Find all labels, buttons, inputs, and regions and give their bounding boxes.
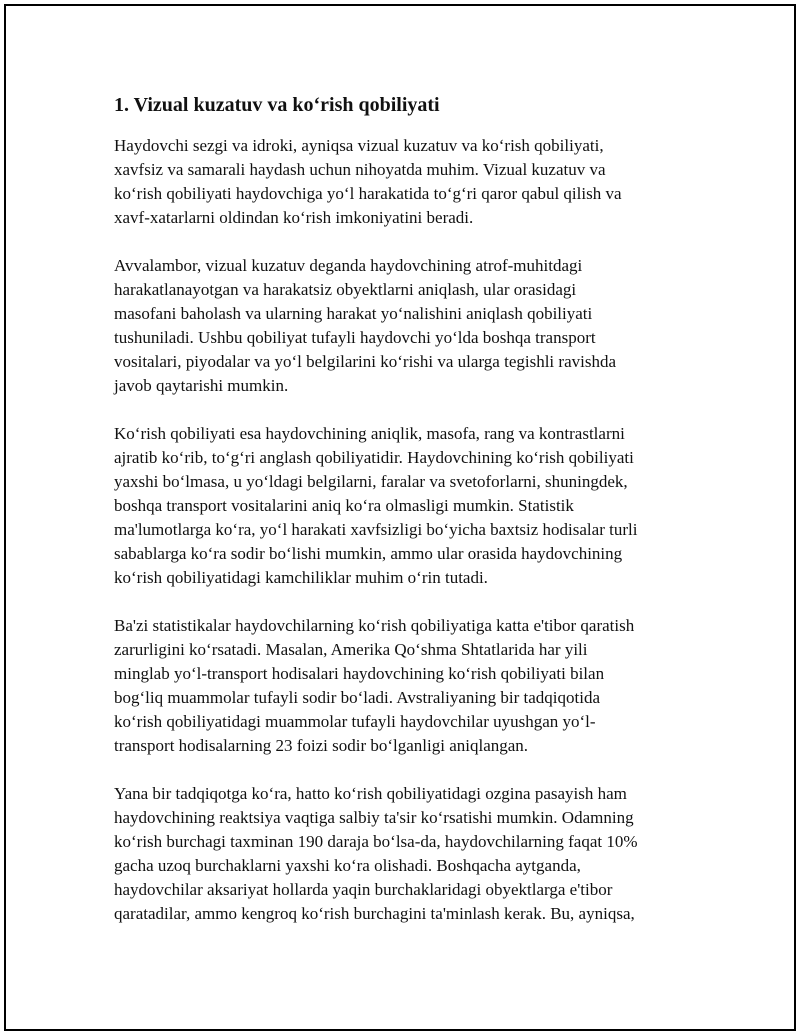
- text-line: haydovchilar aksariyat hollarda yaqin burchaklaridagi obyektlarga e'tibor: [114, 880, 613, 899]
- text-line: zarurligini ko‘rsatadi. Masalan, Amerika Qo‘shma Shtatlarida har yili: [114, 640, 588, 659]
- text-line: tushuniladi. Ushbu qobiliyat tufayli haydovchi yo‘lda boshqa transport: [114, 328, 596, 347]
- paragraph-5: [114, 782, 694, 926]
- text-line: Haydovchi sezgi va idroki, ayniqsa vizual kuzatuv va ko‘rish qobiliyati,: [114, 136, 604, 155]
- text-line: Ba'zi statistikalar haydovchilarning ko‘rish qobiliyatiga katta e'tibor qaratish: [114, 616, 635, 635]
- paragraph-3: [114, 422, 694, 590]
- text-line: vositalari, piyodalar va yo‘l belgilarini ko‘rishi va ularga tegishli ravishda: [114, 352, 616, 371]
- text-line: qaratadilar, ammo kengroq ko‘rish burchagini ta'minlash kerak. Bu, ayniqsa,: [114, 904, 635, 923]
- paragraph-1: [114, 134, 694, 230]
- text-line: ma'lumotlarga ko‘ra, yo‘l harakati xavfsizligi bo‘yicha baxtsiz hodisalar turli: [114, 520, 638, 539]
- text-line: masofani baholash va ularning harakat yo‘nalishini aniqlash qobiliyati: [114, 304, 593, 323]
- text-line: transport hodisalarning 23 foizi sodir bo‘lganligi aniqlangan.: [114, 736, 529, 755]
- text-line: xavf-xatarlarni oldindan ko‘rish imkoniyatini beradi.: [114, 208, 474, 227]
- text-line: bog‘liq muammolar tufayli sodir bo‘ladi. Avstraliyaning bir tadqiqotida: [114, 688, 600, 707]
- text-line: ko‘rish qobiliyati haydovchiga yo‘l harakatida to‘g‘ri qaror qabul qilish va: [114, 184, 622, 203]
- text-line: xavfsiz va samarali haydash uchun nihoyatda muhim. Vizual kuzatuv va: [114, 160, 606, 179]
- text-line: Yana bir tadqiqotga ko‘ra, hatto ko‘rish qobiliyatidagi ozgina pasayish ham: [114, 784, 627, 803]
- text-line: ko‘rish qobiliyatidagi muammolar tufayli haydovchilar uyushgan yo‘l-: [114, 712, 596, 731]
- text-line: yaxshi bo‘lmasa, u yo‘ldagi belgilarni, faralar va svetoforlarni, shuningdek,: [114, 472, 628, 491]
- paragraph-4: [114, 614, 694, 758]
- text-line: javob qaytarishi mumkin.: [114, 376, 289, 395]
- text-line: ajratib ko‘rib, to‘g‘ri anglash qobiliyatidir. Haydovchining ko‘rish qobiliyati: [114, 448, 634, 467]
- paragraph-2: [114, 254, 694, 398]
- text-line: ko‘rish qobiliyatidagi kamchiliklar muhim o‘rin tutadi.: [114, 568, 488, 587]
- text-line: minglab yo‘l-transport hodisalari haydovchining ko‘rish qobiliyati bilan: [114, 664, 605, 683]
- text-line: Avvalambor, vizual kuzatuv deganda haydovchining atrof-muhitdagi: [114, 256, 583, 275]
- text-line: sabablarga ko‘ra sodir bo‘lishi mumkin, ammo ular orasida haydovchining: [114, 544, 623, 563]
- text-line: gacha uzoq burchaklarni yaxshi ko‘ra olishadi. Boshqacha aytganda,: [114, 856, 581, 875]
- text-line: Ko‘rish qobiliyati esa haydovchining aniqlik, masofa, rang va kontrastlarni: [114, 424, 625, 443]
- section-heading: 1. Vizual kuzatuv va ko‘rish qobiliyati: [114, 94, 440, 116]
- text-line: haydovchining reaktsiya vaqtiga salbiy ta'sir ko‘rsatishi mumkin. Odamning: [114, 808, 634, 827]
- document-body: [114, 92, 694, 950]
- text-line: ko‘rish burchagi taxminan 190 daraja bo‘lsa-da, haydovchilarning faqat 10%: [114, 832, 638, 851]
- text-line: harakatlanayotgan va harakatsiz obyektlarni aniqlash, ular orasidagi: [114, 280, 577, 299]
- text-line: boshqa transport vositalarini aniq ko‘ra olmasligi mumkin. Statistik: [114, 496, 574, 515]
